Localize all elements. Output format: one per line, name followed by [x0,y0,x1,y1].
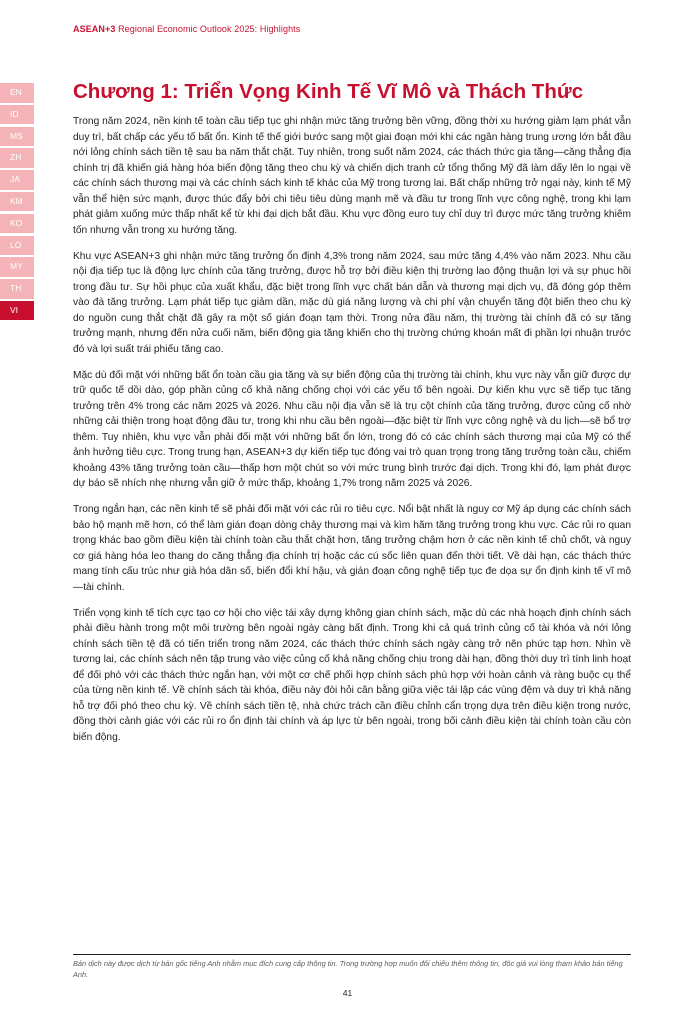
language-tabs [0,83,34,323]
lang-tab-th[interactable]: TH [0,279,34,299]
chapter-title: Chương 1: Triển Vọng Kinh Tế Vĩ Mô và Thách Thức [73,80,584,103]
header-brand: ASEAN+3 [73,24,116,34]
lang-tab-km[interactable]: KM [0,192,34,212]
lang-tab-ko[interactable]: KO [0,214,34,234]
lang-tab-vi[interactable]: VI [0,301,34,321]
page-number: 41 [342,988,353,998]
lang-tab-ja[interactable]: JA [0,170,34,190]
body-text [73,114,631,756]
footnote-divider [73,954,631,955]
lang-tab-en[interactable]: EN [0,83,34,103]
paragraph: Khu vực ASEAN+3 ghi nhận mức tăng trưởng ổn định 4,3% trong năm 2024, sau mức tăng 4,4% vào năm 2023. Nhu cầu nội địa tiếp tục là động lực chính của tăng trưởng, được hỗ trợ bởi điều kiện thị trường lao động thuận lợi và sự phục hồi trong đầu tư. Sự hồi phục của xuất khẩu, đặc biệt trong lĩnh vực chất bán dẫn và thương mại dịch vụ, đã đóng góp thêm vào đà tăng trưởng. Lạm phát tiếp tục giảm dần, mặc dù giá năng lượng và chi phí vận chuyển tăng đột biến theo chu kỳ do nguồn cung thắt chặt đã gây ra một số gián đoạn tạm thời. Trong nửa đầu năm, thị trường tài chính đã có sự tăng trưởng mạnh, nhưng đến nửa cuối năm, biến động gia tăng khiến cho thị trường chứng khoán mất đi phần lợi nhuận trước đó và lợi suất trái phiếu tăng cao. [73,250,631,355]
lang-tab-my[interactable]: MY [0,257,34,277]
lang-tab-ms[interactable]: MS [0,127,34,147]
translation-footnote: Bản dịch này được dịch từ bản gốc tiếng Anh nhằm mục đích cung cấp thông tin. Trong trường hợp muốn đối chiếu thêm thông tin, độc giả vui lòng tham khảo bản tiếng Anh. [73,959,623,979]
paragraph: Triển vọng kinh tế tích cực tạo cơ hội cho việc tái xây dựng không gian chính sách, mặc dù các nhà hoạch định chính sách phải điều hành trong một môi trường bên ngoài ngày càng bất định. Trong khi cả quá trình củng cố tài khóa và nới lỏng chính sách tiền tệ đã có tiến triển trong năm 2024, các thách thức chính sách ngày càng trở nên phức tạp hơn. Nhìn về tương lai, các chính sách nên tập trung vào việc củng cố khả năng chống chịu trong dài hạn, đồng thời duy trì tính linh hoạt để đối phó với các thách thức ngắn hạn, với một cơ chế phối hợp chính sách phù hợp với hoàn cảnh và ràng buộc cụ thể của từng nền kinh tế. Về chính sách tài khóa, điều này đòi hỏi cân bằng giữa việc tái lập các vùng đệm và duy trì khả năng hỗ trợ đối phó theo chu kỳ. Về chính sách tiền tệ, nhà chức trách cần điều chỉnh cẩn trọng dựa trên điều kiện trong nước, đồng thời cảnh giác với các rủi ro ổn định tài chính và áp lực từ bên ngoài, trong bối cảnh điều kiện tài chính toàn cầu còn biến động. [73,607,631,743]
paragraph: Trong năm 2024, nền kinh tế toàn cầu tiếp tục ghi nhận mức tăng trưởng bền vững, đồng thời xu hướng giảm lạm phát vẫn duy trì, bất chấp các yếu tố bất ổn. Kinh tế thế giới bước sang một giai đoạn mới khi các ngân hàng trung ương lớn bắt đầu nới lỏng chính sách tiền tệ sau ba năm thắt chặt. Tuy nhiên, trong suốt năm 2024, các thách thức gia tăng—căng thẳng địa chính trị đã khiến giá hàng hóa biến động tăng theo chu kỳ và chiến dịch tranh cử tổng thống Mỹ đã làm dấy lên lo ngại về các chính sách thương mại và các chính sách kinh tế khác của Mỹ trong tương lai. Bất chấp những trở ngại này, kinh tế Mỹ vẫn thể hiện sức mạnh, được thúc đẩy bởi chi tiêu tiêu dùng mạnh mẽ và đầu tư trong lĩnh vực công nghệ, trong khi lạm phát giảm xuống mức thấp nhất kể từ khi đại dịch bắt đầu. Khu vực đồng euro tuy chỉ duy trì được mức tăng trưởng khiêm tốn nhưng vẫn trong xu hướng tăng. [73,116,631,236]
lang-tab-id[interactable]: ID [0,105,34,125]
lang-tab-lo[interactable]: LO [0,236,34,256]
paragraph: Trong ngắn hạn, các nền kinh tế sẽ phải đối mặt với các rủi ro tiêu cực. Nổi bật nhất là nguy cơ Mỹ áp dụng các chính sách bảo hộ mạnh mẽ hơn, có thể làm gián đoạn dòng chảy thương mại và kìm hãm tăng trưởng trong khu vực. Các rủi ro quan trọng khác bao gồm điều kiện tài chính toàn cầu thắt chặt hơn, tăng trưởng chậm hơn ở các nền kinh tế chủ chốt, và nguy cơ giá hàng hóa leo thang do căng thẳng địa chính trị hoặc các cú sốc liên quan đến thời tiết. Về dài hạn, các thách thức mang tính cấu trúc như già hóa dân số, biến đổi khí hậu, và gián đoạn công nghệ tiếp tục đe dọa sự ổn định kinh tế vĩ mô—tài chính. [73,504,631,593]
header-title: Regional Economic Outlook 2025: Highlights [118,24,301,34]
running-header [73,24,300,34]
paragraph: Mặc dù đối mặt với những bất ổn toàn cầu gia tăng và sự biến động của thị trường tài chính, khu vực này vẫn giữ được dự trữ quốc tế dồi dào, góp phần củng cố khả năng chống chọi với các yếu tố bên ngoài. Dự kiến khu vực sẽ tiếp tục tăng trưởng trên 4% trong các năm 2025 và 2026. Nhu cầu nội địa vẫn sẽ là trụ cột chính của tăng trưởng, được củng cố nhờ những cải thiện trong hoạt động đầu tư, trong khi nhu cầu bên ngoài—đặc biệt từ lĩnh vực công nghệ và du lịch—sẽ bổ trợ thêm. Tuy nhiên, khu vực vẫn phải đối mặt với những bất ổn lớn, trong đó có các chính sách thương mại của Mỹ có thể ảnh hưởng tiêu cực. Trong trung hạn, ASEAN+3 dự kiến tiếp tục đóng vai trò quan trọng trong tăng trưởng toàn cầu, chiếm khoảng 43% tăng trưởng toàn cầu—thấp hơn một chút so với mức trung bình trước đại dịch. Trong khi đó, lạm phát được dự báo sẽ nhích nhẹ nhưng vẫn giữ ở mức thấp, khoảng 1,7% trong năm 2025 và 2026. [73,369,631,489]
lang-tab-zh[interactable]: ZH [0,148,34,168]
